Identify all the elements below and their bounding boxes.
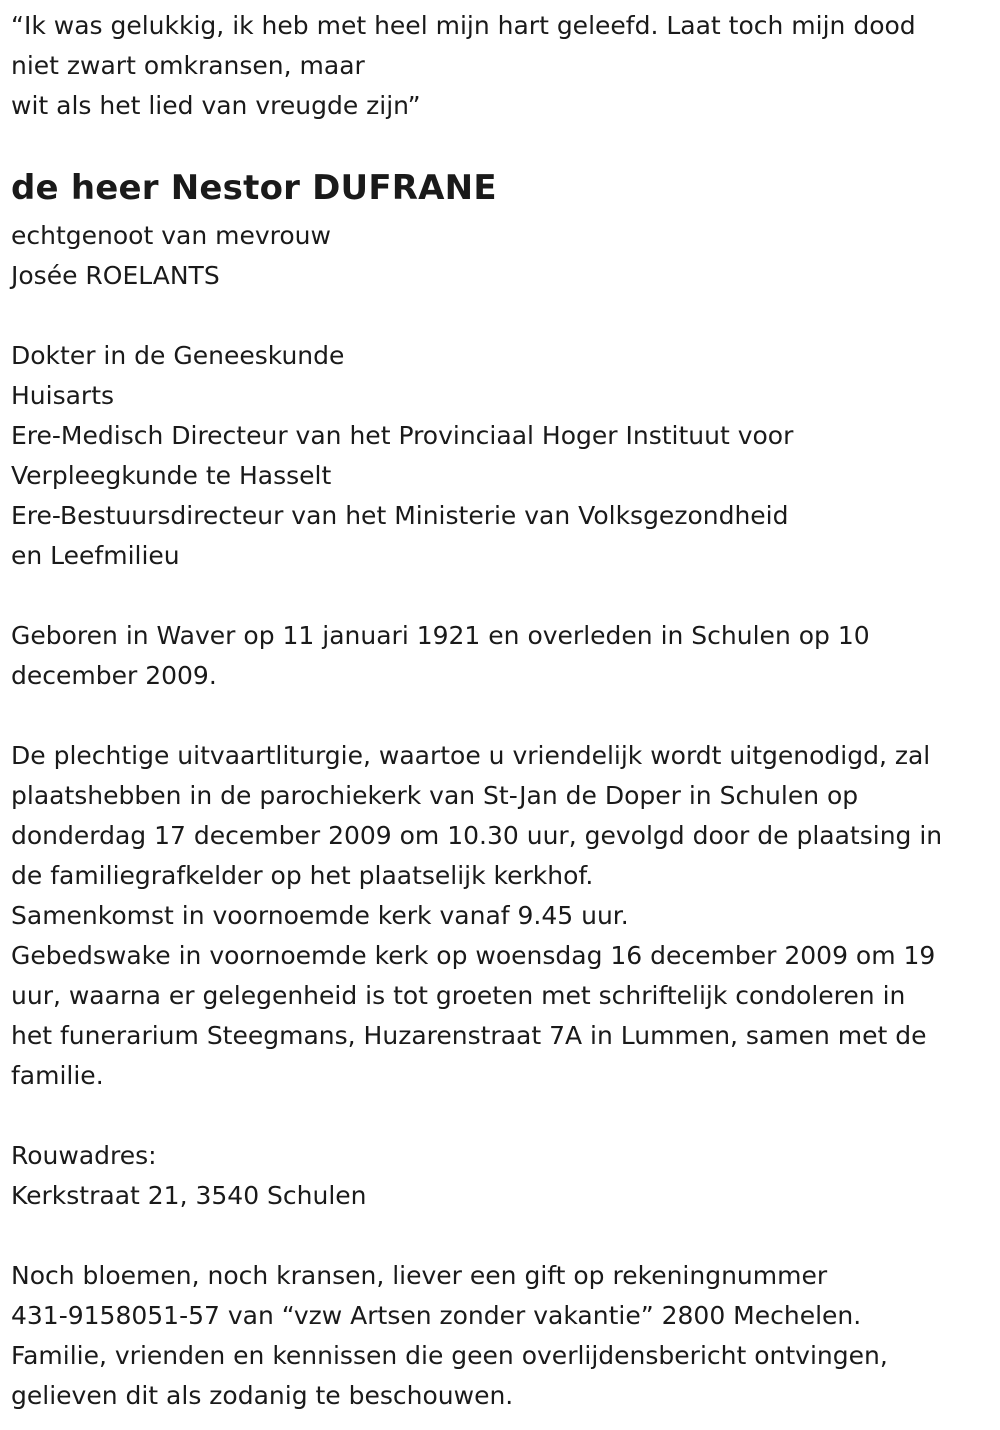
closing-line: 431-9158051-57 van “vzw Artsen zonder vakantie” 2800 Mechelen.	[11, 1301, 862, 1330]
ceremony-line: de familiegrafkelder op het plaatselijk kerkhof.	[11, 861, 594, 890]
ceremony-line: Samenkomst in voornoemde kerk vanaf 9.45 uur.	[11, 901, 629, 930]
ceremony-line: donderdag 17 december 2009 om 10.30 uur, gevolgd door de plaatsing in	[11, 821, 943, 850]
dates-line: Geboren in Waver op 11 januari 1921 en overleden in Schulen op 10	[11, 621, 870, 650]
professional-titles	[11, 336, 996, 576]
ceremony-line: Gebedswake in voornoemde kerk op woensdag 16 december 2009 om 19	[11, 941, 936, 970]
ceremony-line: De plechtige uitvaartliturgie, waartoe u vriendelijk wordt uitgenodigd, zal	[11, 741, 931, 770]
closing-line: Noch bloemen, noch kransen, liever een gift op rekeningnummer	[11, 1261, 828, 1290]
ceremony-line: het funerarium Steegmans, Huzarenstraat 7A in Lummen, samen met de	[11, 1021, 927, 1050]
address-line: Rouwadres:	[11, 1141, 157, 1170]
spouse-line: Josée ROELANTS	[11, 261, 220, 290]
dates-line: december 2009.	[11, 661, 217, 690]
title-line: Dokter in de Geneeskunde	[11, 341, 345, 370]
birth-death-dates	[11, 616, 996, 696]
spacer	[11, 696, 996, 736]
mourning-address	[11, 1136, 996, 1216]
title-line: Huisarts	[11, 381, 115, 410]
quote-line: wit als het lied van vreugde zijn”	[11, 91, 421, 120]
quote-line: niet zwart omkransen, maar	[11, 51, 365, 80]
funeral-ceremony	[11, 736, 996, 1096]
closing-notice	[11, 1256, 996, 1416]
spouse-info	[11, 216, 996, 296]
spacer	[11, 1216, 996, 1256]
title-line: Verpleegkunde te Hasselt	[11, 461, 332, 490]
title-line: Ere-Medisch Directeur van het Provinciaal Hoger Instituut voor	[11, 421, 794, 450]
ceremony-line: uur, waarna er gelegenheid is tot groeten met schriftelijk condoleren in	[11, 981, 906, 1010]
deceased-name: de heer Nestor DUFRANE	[11, 168, 497, 208]
address-line: Kerkstraat 21, 3540 Schulen	[11, 1181, 367, 1210]
closing-line: gelieven dit als zodanig te beschouwen.	[11, 1381, 514, 1410]
ceremony-line: familie.	[11, 1061, 104, 1090]
obituary-notice	[11, 0, 996, 1416]
closing-line: Familie, vrienden en kennissen die geen overlijdensbericht ontvingen,	[11, 1341, 888, 1370]
opening-quote	[11, 0, 996, 126]
title-line: en Leefmilieu	[11, 541, 180, 570]
title-line: Ere-Bestuursdirecteur van het Ministerie van Volksgezondheid	[11, 501, 789, 530]
spacer	[11, 296, 996, 336]
spacer	[11, 576, 996, 616]
ceremony-line: plaatshebben in de parochiekerk van St-Jan de Doper in Schulen op	[11, 781, 859, 810]
spacer	[11, 1096, 996, 1136]
quote-line: “Ik was gelukkig, ik heb met heel mijn hart geleefd. Laat toch mijn dood	[11, 11, 916, 40]
spouse-line: echtgenoot van mevrouw	[11, 221, 331, 250]
